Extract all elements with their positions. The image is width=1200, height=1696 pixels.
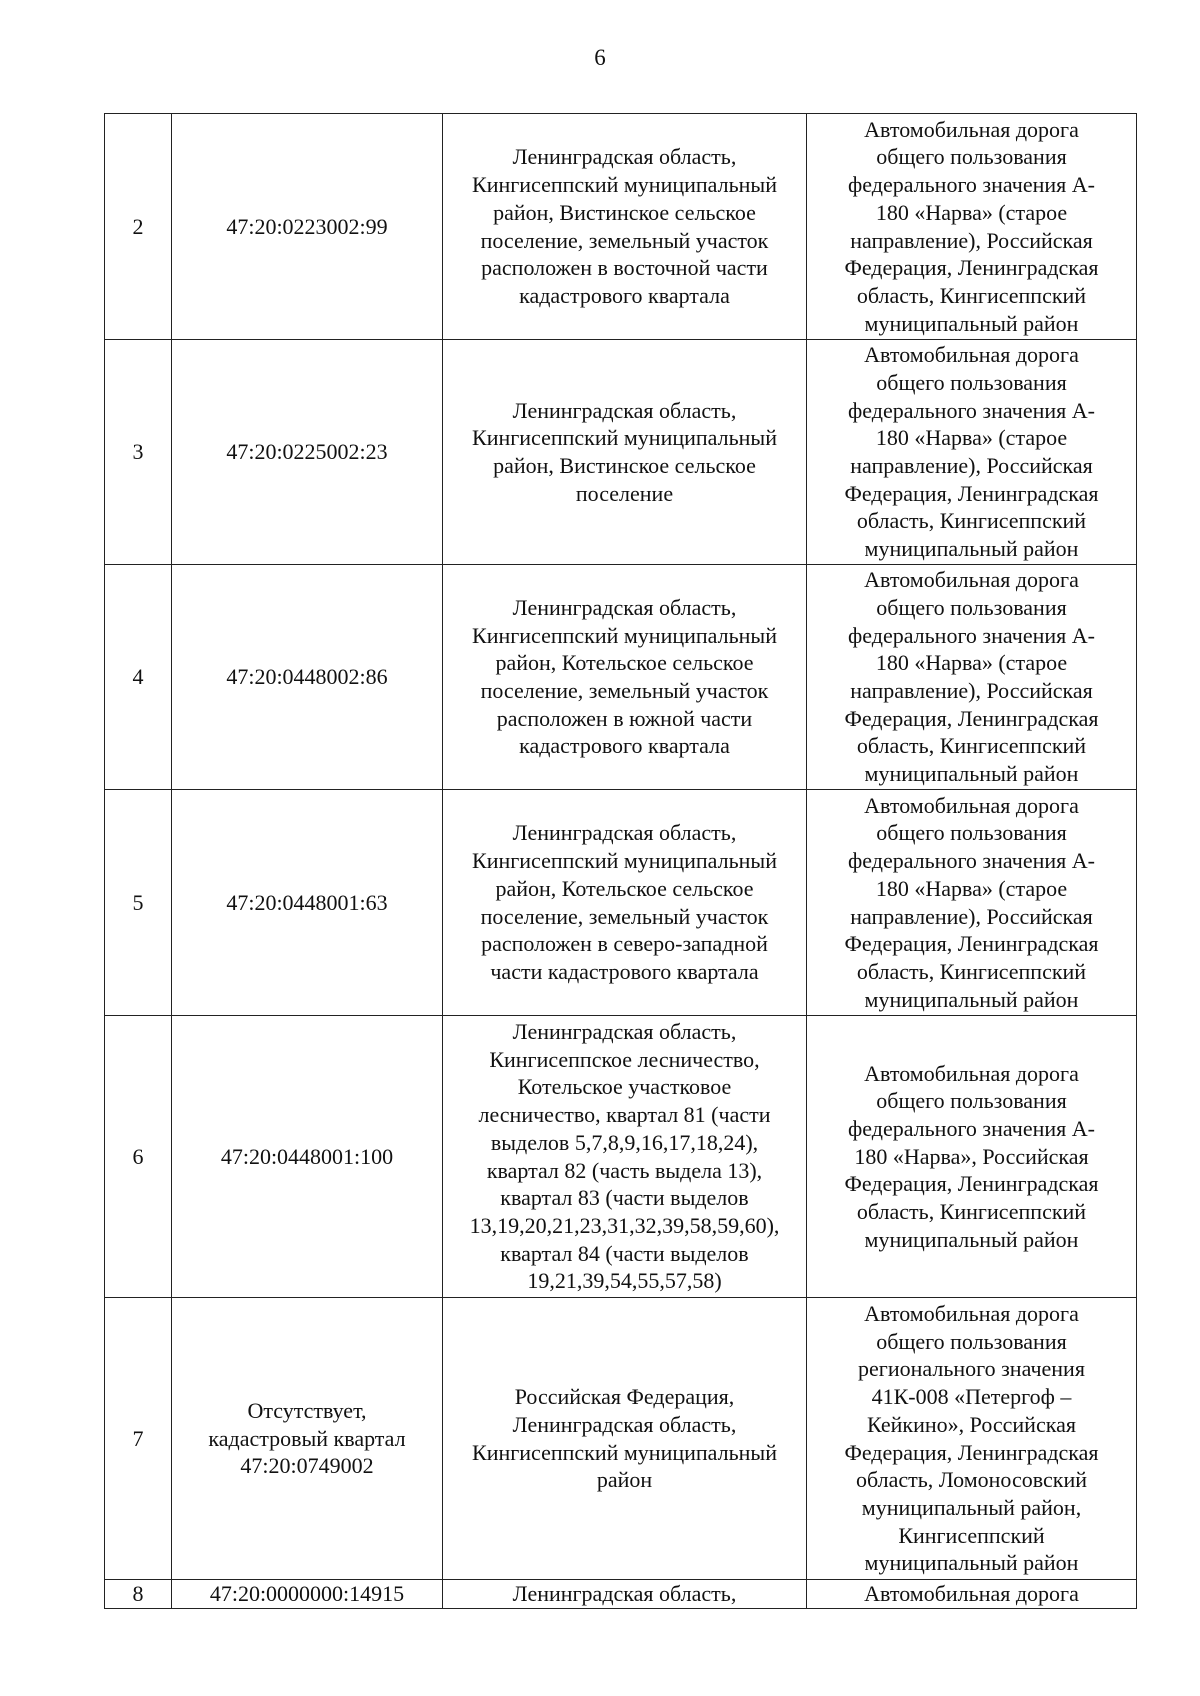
row-number: 6 [105,1016,172,1298]
cadastral-number: 47:20:0225002:23 [172,340,443,565]
land-plot-table [104,113,1137,1609]
row-number: 5 [105,790,172,1016]
plot-location: Ленинградская область, Кингисеппское лесничество, Котельское участковое лесничество, квартал 81 (части выделов 5,7,8,9,16,17,18,24), квартал 82 (часть выдела 13), квартал 83 (части выделов 13,19,20,21,23,31,32,39,58,59,60), квартал 84 (части выделов 19,21,39,54,55,57,58) [443,1016,807,1298]
table-row [105,1016,1137,1298]
road-object: Автомобильная дорога общего пользования федерального значения А- 180 «Нарва», Российская Федерация, Ленинградская область, Кингисеппский муниципальный район [807,1016,1137,1298]
table-row [105,114,1137,340]
row-number: 8 [105,1580,172,1609]
row-number: 3 [105,340,172,565]
road-object: Автомобильная дорога общего пользования федерального значения А- 180 «Нарва» (старое направление), Российская Федерация, Ленинградская область, Кингисеппский муниципальный район [807,565,1137,790]
road-object: Автомобильная дорога общего пользования регионального значения 41К-008 «Петергоф – Кейкино», Российская Федерация, Ленинградская область, Ломоносовский муниципальный район, Кингисеппский муниципальный район [807,1298,1137,1580]
road-object: Автомобильная дорога общего пользования федерального значения А- 180 «Нарва» (старое направление), Российская Федерация, Ленинградская область, Кингисеппский муниципальный район [807,790,1137,1016]
row-number: 2 [105,114,172,340]
plot-location: Ленинградская область, Кингисеппский муниципальный район, Вистинское сельское поселение [443,340,807,565]
table-row [105,1580,1137,1609]
cadastral-number: 47:20:0223002:99 [172,114,443,340]
plot-location: Ленинградская область, [443,1580,807,1609]
page-number: 6 [594,45,606,70]
cadastral-number: 47:20:0448001:100 [172,1016,443,1298]
plot-location: Российская Федерация, Ленинградская область, Кингисеппский муниципальный район [443,1298,807,1580]
cadastral-number: 47:20:0448002:86 [172,565,443,790]
plot-location: Ленинградская область, Кингисеппский муниципальный район, Котельское сельское поселение, земельный участок расположен в северо-западной части кадастрового квартала [443,790,807,1016]
row-number: 7 [105,1298,172,1580]
road-object: Автомобильная дорога общего пользования федерального значения А- 180 «Нарва» (старое направление), Российская Федерация, Ленинградская область, Кингисеппский муниципальный район [807,114,1137,340]
cadastral-number: 47:20:0000000:14915 [172,1580,443,1609]
cadastral-number: 47:20:0448001:63 [172,790,443,1016]
table-row [105,790,1137,1016]
road-object: Автомобильная дорога [807,1580,1137,1609]
table-row [105,565,1137,790]
cadastral-number: Отсутствует, кадастровый квартал 47:20:0749002 [172,1298,443,1580]
row-number: 4 [105,565,172,790]
road-object: Автомобильная дорога общего пользования федерального значения А- 180 «Нарва» (старое направление), Российская Федерация, Ленинградская область, Кингисеппский муниципальный район [807,340,1137,565]
plot-location: Ленинградская область, Кингисеппский муниципальный район, Котельское сельское поселение, земельный участок расположен в южной части кадастрового квартала [443,565,807,790]
table-row [105,340,1137,565]
plot-location: Ленинградская область, Кингисеппский муниципальный район, Вистинское сельское поселение, земельный участок расположен в восточной части кадастрового квартала [443,114,807,340]
table-row [105,1298,1137,1580]
